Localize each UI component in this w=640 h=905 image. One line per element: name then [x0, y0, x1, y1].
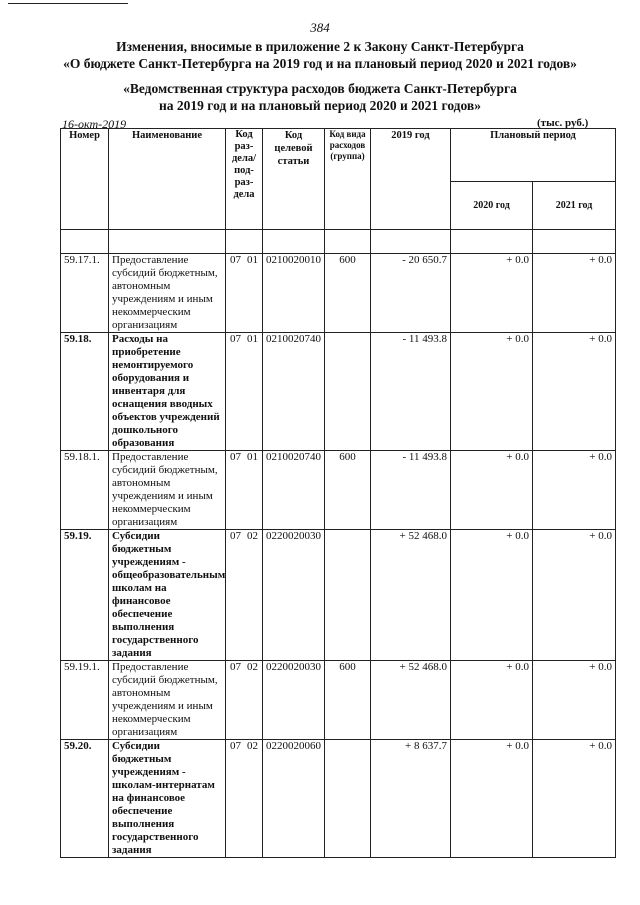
- row-section: [226, 740, 263, 858]
- table-row: [61, 740, 616, 858]
- row-2021: + 0.0: [533, 530, 616, 661]
- row-section: [226, 530, 263, 661]
- row-2021: + 0.0: [533, 740, 616, 858]
- row-group: 600: [325, 451, 371, 530]
- row-section: [226, 661, 263, 740]
- row-section-code: 07: [230, 254, 241, 266]
- row-subsection-code: 01: [247, 333, 258, 345]
- row-number: 59.18.1.: [61, 451, 109, 530]
- row-section-code: 07: [230, 530, 241, 542]
- row-2021: + 0.0: [533, 333, 616, 451]
- row-section-code: 07: [230, 740, 241, 752]
- header-number: Номер: [61, 129, 109, 230]
- page-number: 384: [310, 20, 330, 35]
- row-2019: - 11 493.8: [371, 451, 451, 530]
- header-2021: 2021 год: [533, 181, 616, 229]
- row-group: [325, 333, 371, 451]
- row-target: 0210020010: [263, 254, 325, 333]
- row-2019: + 52 468.0: [371, 530, 451, 661]
- row-subsection-code: 01: [247, 254, 258, 266]
- unit-label: (тыс. руб.): [537, 117, 589, 129]
- row-number: 59.19.1.: [61, 661, 109, 740]
- row-section-code: 07: [230, 451, 241, 463]
- row-subsection-code: 02: [247, 530, 258, 542]
- header-target: Код целевой статьи: [263, 129, 325, 230]
- row-target: 0220020060: [263, 740, 325, 858]
- row-subsection-code: 02: [247, 740, 258, 752]
- table-row: [61, 333, 616, 451]
- table-row: [61, 661, 616, 740]
- header-2020: 2020 год: [451, 181, 533, 229]
- row-group: 600: [325, 254, 371, 333]
- row-number: 59.19.: [61, 530, 109, 661]
- row-2020: + 0.0: [451, 451, 533, 530]
- row-number: 59.20.: [61, 740, 109, 858]
- row-subsection-code: 02: [247, 661, 258, 673]
- row-name: Предоставление субсидий бюджетным, автономным учреждениям и иным некоммерческим организациям: [109, 254, 226, 333]
- header-group: Код вида расходов (группа): [325, 129, 371, 230]
- document-subtitle: [0, 80, 640, 114]
- row-name: Субсидии бюджетным учреждениям - общеобразовательным школам на финансовое обеспечение выполнения государственного задания: [109, 530, 226, 661]
- row-group: 600: [325, 661, 371, 740]
- row-2020: + 0.0: [451, 530, 533, 661]
- row-2020: + 0.0: [451, 740, 533, 858]
- row-2019: + 52 468.0: [371, 661, 451, 740]
- row-group: [325, 740, 371, 858]
- document-title: [0, 38, 640, 72]
- row-subsection-code: 01: [247, 451, 258, 463]
- row-2021: + 0.0: [533, 451, 616, 530]
- row-section-code: 07: [230, 661, 241, 673]
- table-row: [61, 451, 616, 530]
- header-plan-period: Плановый период: [451, 129, 616, 182]
- row-section: [226, 333, 263, 451]
- header-section: Код раз- дела/ под- раз- дела: [226, 129, 263, 230]
- row-number: 59.18.: [61, 333, 109, 451]
- row-target: 0210020740: [263, 333, 325, 451]
- table-row: [61, 254, 616, 333]
- row-2019: - 11 493.8: [371, 333, 451, 451]
- row-number: 59.17.1.: [61, 254, 109, 333]
- table-row: [61, 530, 616, 661]
- document-subtitle-line-1: «Ведомственная структура расходов бюджета Санкт-Петербурга: [123, 81, 517, 96]
- header-2019: 2019 год: [371, 129, 451, 230]
- row-group: [325, 530, 371, 661]
- document-date: 16-окт-2019: [62, 117, 127, 131]
- row-2020: + 0.0: [451, 333, 533, 451]
- document-title-line-2: «О бюджете Санкт-Петербурга на 2019 год и на плановый период 2020 и 2021 годов»: [63, 56, 577, 71]
- row-section-code: 07: [230, 333, 241, 345]
- header-name: Наименование: [109, 129, 226, 230]
- document-subtitle-line-2: на 2019 год и на плановый период 2020 и 2021 годов»: [159, 98, 481, 113]
- row-2019: + 8 637.7: [371, 740, 451, 858]
- row-2019: - 20 650.7: [371, 254, 451, 333]
- row-2021: + 0.0: [533, 661, 616, 740]
- row-section: [226, 254, 263, 333]
- document-title-line-1: Изменения, вносимые в приложение 2 к Закону Санкт-Петербурга: [116, 39, 524, 54]
- row-name: Расходы на приобретение немонтируемого оборудования и инвентаря для оснащения вводных объектов учреждений дошкольного образования: [109, 333, 226, 451]
- row-name: Предоставление субсидий бюджетным, автономным учреждениям и иным некоммерческим организациям: [109, 661, 226, 740]
- spacer-row: [61, 230, 616, 254]
- row-target: 0220020030: [263, 661, 325, 740]
- row-2020: + 0.0: [451, 254, 533, 333]
- budget-table: [60, 128, 616, 858]
- row-name: Субсидии бюджетным учреждениям - школам-интернатам на финансовое обеспечение выполнения государственного задания: [109, 740, 226, 858]
- row-target: 0220020030: [263, 530, 325, 661]
- row-section: [226, 451, 263, 530]
- top-rule: [8, 3, 128, 4]
- row-2020: + 0.0: [451, 661, 533, 740]
- row-target: 0210020740: [263, 451, 325, 530]
- row-name: Предоставление субсидий бюджетным, автономным учреждениям и иным некоммерческим организациям: [109, 451, 226, 530]
- row-2021: + 0.0: [533, 254, 616, 333]
